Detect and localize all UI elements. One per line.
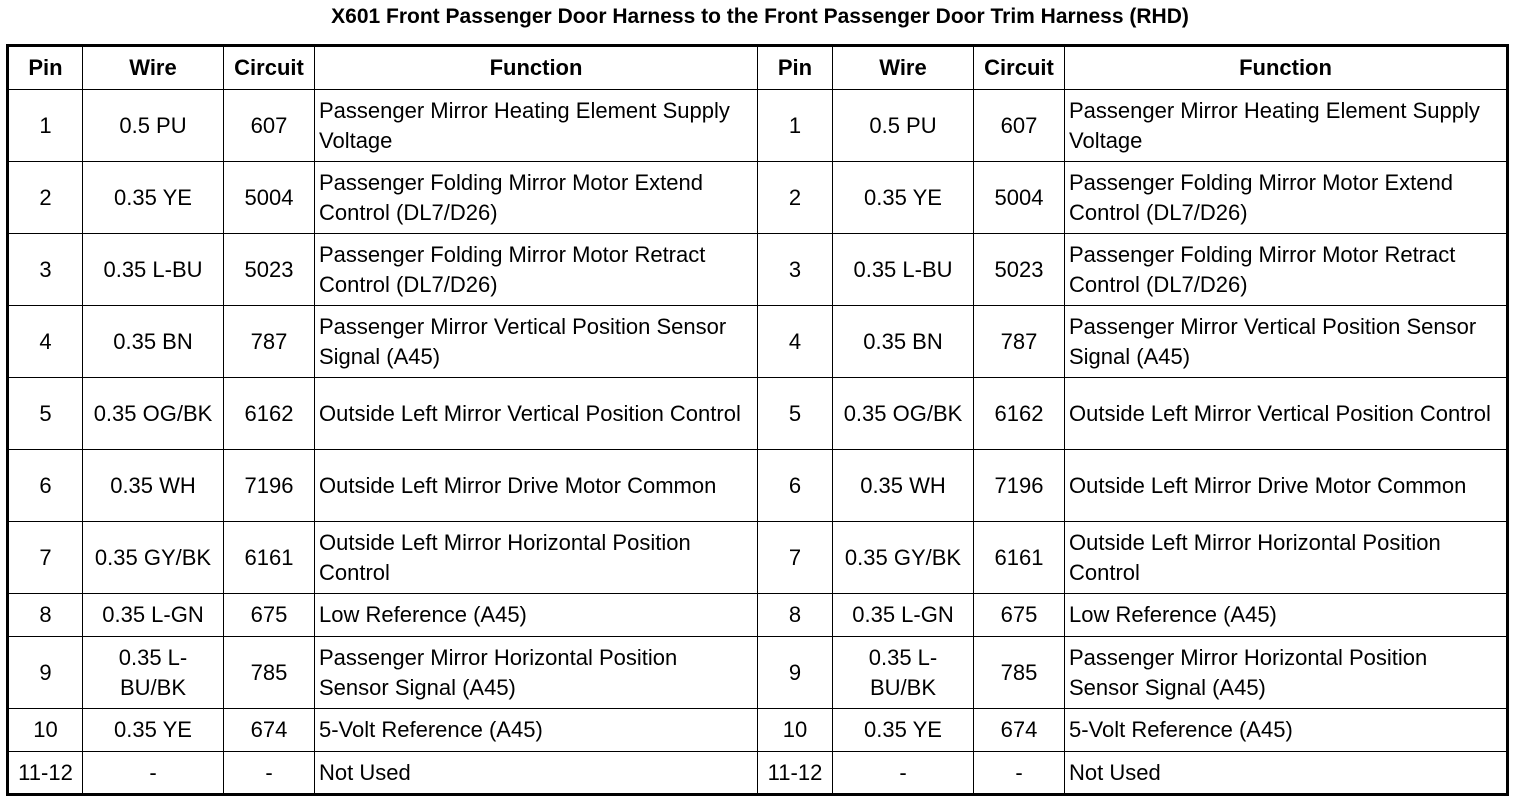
cell-pin: 6	[758, 450, 833, 522]
cell-wire: 0.35 L-BU/BK	[83, 637, 224, 709]
cell-wire: 0.35 YE	[833, 162, 974, 234]
cell-wire: -	[833, 752, 974, 795]
cell-circuit: 5023	[974, 234, 1065, 306]
cell-pin: 3	[8, 234, 83, 306]
table-row	[8, 752, 1508, 795]
cell-pin: 7	[8, 522, 83, 594]
cell-function: 5-Volt Reference (A45)	[315, 709, 758, 752]
cell-circuit: 675	[974, 594, 1065, 637]
cell-wire: 0.35 YE	[83, 162, 224, 234]
cell-wire: 0.35 L-BU	[83, 234, 224, 306]
cell-wire: -	[83, 752, 224, 795]
cell-circuit: 6161	[974, 522, 1065, 594]
cell-circuit: 785	[974, 637, 1065, 709]
cell-function: Passenger Mirror Horizontal Position Sensor Signal (A45)	[1065, 637, 1508, 709]
cell-pin: 11-12	[758, 752, 833, 795]
cell-pin: 3	[758, 234, 833, 306]
cell-wire: 0.35 L-GN	[83, 594, 224, 637]
cell-circuit: 674	[224, 709, 315, 752]
cell-function: Passenger Mirror Vertical Position Sensor Signal (A45)	[1065, 306, 1508, 378]
cell-wire: 0.35 YE	[833, 709, 974, 752]
cell-pin: 8	[758, 594, 833, 637]
cell-circuit: 607	[974, 90, 1065, 162]
cell-pin: 1	[8, 90, 83, 162]
column-header-function: Function	[1065, 46, 1508, 90]
cell-function: Outside Left Mirror Vertical Position Control	[315, 378, 758, 450]
cell-circuit: -	[224, 752, 315, 795]
cell-wire: 0.35 L-BU/BK	[833, 637, 974, 709]
column-header-wire: Wire	[83, 46, 224, 90]
cell-function: Passenger Folding Mirror Motor Retract Control (DL7/D26)	[315, 234, 758, 306]
cell-function: Not Used	[1065, 752, 1508, 795]
cell-circuit: 7196	[224, 450, 315, 522]
cell-wire: 0.35 GY/BK	[83, 522, 224, 594]
cell-wire: 0.35 OG/BK	[833, 378, 974, 450]
cell-pin: 2	[8, 162, 83, 234]
cell-circuit: 6162	[974, 378, 1065, 450]
cell-pin: 7	[758, 522, 833, 594]
table-header-row	[8, 46, 1508, 90]
cell-function: Outside Left Mirror Horizontal Position Control	[315, 522, 758, 594]
cell-function: Passenger Mirror Heating Element Supply Voltage	[1065, 90, 1508, 162]
cell-circuit: 607	[224, 90, 315, 162]
cell-function: Outside Left Mirror Drive Motor Common	[1065, 450, 1508, 522]
cell-function: Passenger Mirror Heating Element Supply Voltage	[315, 90, 758, 162]
connector-pinout-table	[6, 44, 1509, 796]
cell-circuit: 787	[224, 306, 315, 378]
table-row	[8, 306, 1508, 378]
cell-wire: 0.35 YE	[83, 709, 224, 752]
cell-circuit: 787	[974, 306, 1065, 378]
cell-function: Passenger Folding Mirror Motor Extend Control (DL7/D26)	[315, 162, 758, 234]
cell-wire: 0.5 PU	[833, 90, 974, 162]
cell-function: Low Reference (A45)	[315, 594, 758, 637]
cell-function: Passenger Mirror Horizontal Position Sensor Signal (A45)	[315, 637, 758, 709]
cell-circuit: -	[974, 752, 1065, 795]
document-title: X601 Front Passenger Door Harness to the Front Passenger Door Trim Harness (RHD)	[331, 5, 1189, 28]
cell-pin: 2	[758, 162, 833, 234]
cell-wire: 0.35 BN	[83, 306, 224, 378]
cell-circuit: 785	[224, 637, 315, 709]
column-header-pin: Pin	[758, 46, 833, 90]
column-header-circuit: Circuit	[224, 46, 315, 90]
cell-wire: 0.5 PU	[83, 90, 224, 162]
cell-pin: 4	[758, 306, 833, 378]
table-row	[8, 637, 1508, 709]
cell-function: Outside Left Mirror Horizontal Position Control	[1065, 522, 1508, 594]
cell-pin: 8	[8, 594, 83, 637]
table-row	[8, 90, 1508, 162]
cell-pin: 6	[8, 450, 83, 522]
cell-wire: 0.35 GY/BK	[833, 522, 974, 594]
cell-function: Low Reference (A45)	[1065, 594, 1508, 637]
cell-circuit: 6161	[224, 522, 315, 594]
table-row	[8, 594, 1508, 637]
cell-circuit: 5023	[224, 234, 315, 306]
cell-pin: 10	[758, 709, 833, 752]
column-header-pin: Pin	[8, 46, 83, 90]
table-row	[8, 709, 1508, 752]
cell-pin: 9	[758, 637, 833, 709]
table-row	[8, 234, 1508, 306]
cell-pin: 5	[8, 378, 83, 450]
cell-function: Passenger Folding Mirror Motor Retract Control (DL7/D26)	[1065, 234, 1508, 306]
cell-function: 5-Volt Reference (A45)	[1065, 709, 1508, 752]
table-row	[8, 162, 1508, 234]
column-header-function: Function	[315, 46, 758, 90]
cell-wire: 0.35 WH	[83, 450, 224, 522]
table-row	[8, 450, 1508, 522]
cell-pin: 1	[758, 90, 833, 162]
cell-circuit: 5004	[224, 162, 315, 234]
cell-function: Outside Left Mirror Drive Motor Common	[315, 450, 758, 522]
cell-wire: 0.35 L-BU	[833, 234, 974, 306]
cell-circuit: 675	[224, 594, 315, 637]
cell-circuit: 7196	[974, 450, 1065, 522]
cell-pin: 4	[8, 306, 83, 378]
column-header-wire: Wire	[833, 46, 974, 90]
cell-function: Passenger Folding Mirror Motor Extend Control (DL7/D26)	[1065, 162, 1508, 234]
cell-wire: 0.35 BN	[833, 306, 974, 378]
cell-wire: 0.35 L-GN	[833, 594, 974, 637]
cell-function: Passenger Mirror Vertical Position Sensor Signal (A45)	[315, 306, 758, 378]
cell-circuit: 5004	[974, 162, 1065, 234]
cell-pin: 11-12	[8, 752, 83, 795]
cell-pin: 10	[8, 709, 83, 752]
cell-wire: 0.35 WH	[833, 450, 974, 522]
cell-function: Outside Left Mirror Vertical Position Control	[1065, 378, 1508, 450]
cell-wire: 0.35 OG/BK	[83, 378, 224, 450]
cell-pin: 9	[8, 637, 83, 709]
cell-pin: 5	[758, 378, 833, 450]
column-header-circuit: Circuit	[974, 46, 1065, 90]
cell-function: Not Used	[315, 752, 758, 795]
cell-circuit: 674	[974, 709, 1065, 752]
table-row	[8, 522, 1508, 594]
table-row	[8, 378, 1508, 450]
table-body	[8, 90, 1508, 795]
cell-circuit: 6162	[224, 378, 315, 450]
